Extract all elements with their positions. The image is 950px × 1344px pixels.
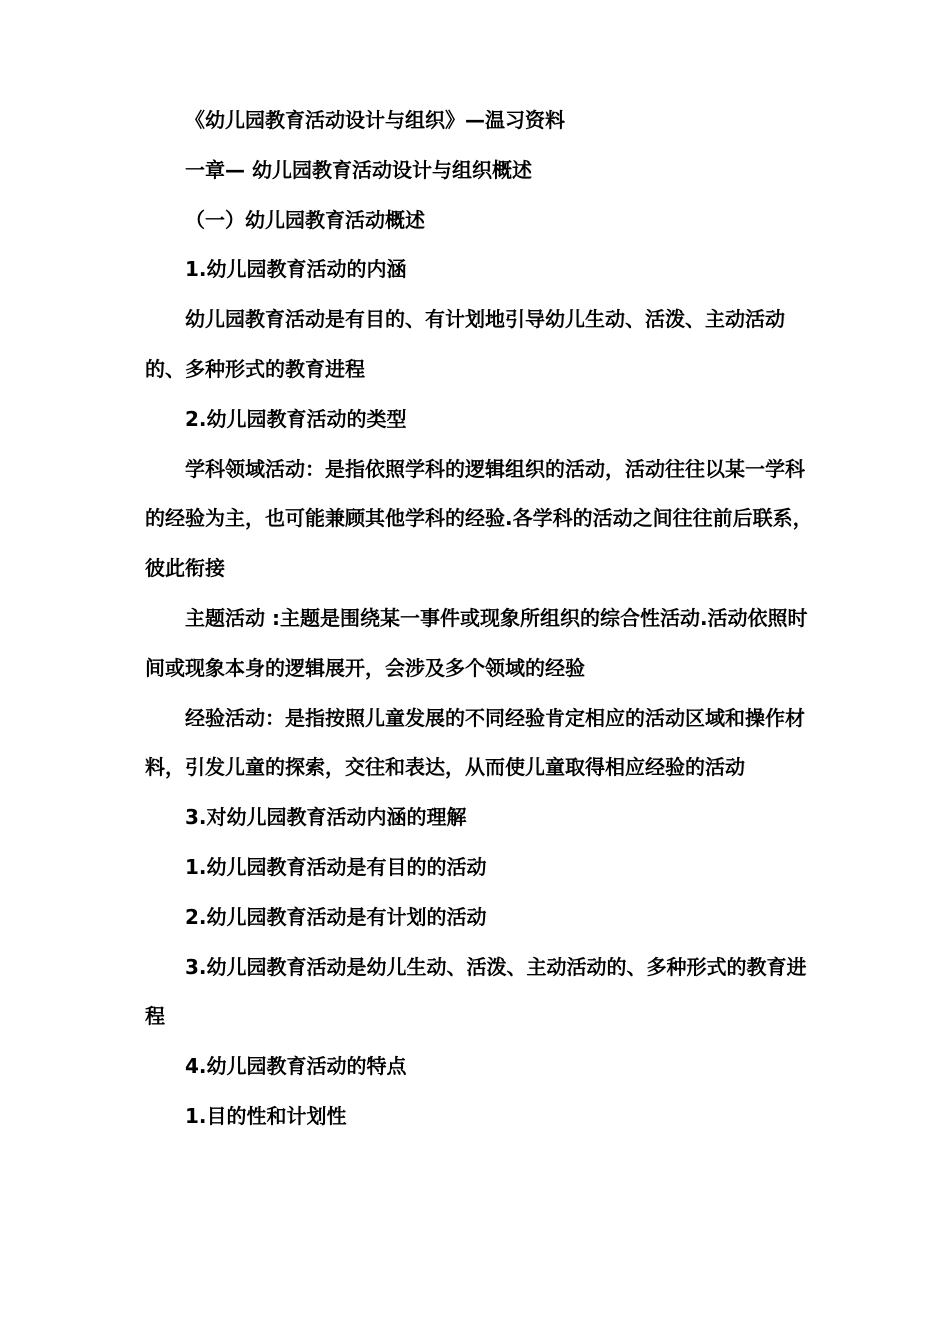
list-item: 1.幼儿园教育活动是有目的的活动 (185, 854, 487, 879)
list-item: 1.目的性和计划性 (185, 1103, 347, 1128)
list-item: 2.幼儿园教育活动是有计划的活动 (185, 904, 487, 929)
section-heading: （一）幼儿园教育活动概述 (185, 207, 425, 232)
paragraph-theme-activity: 主题活动 :主题是围绕某一事件或现象所组织的综合性活动.活动依照时间或现象本身的逻辑展开，会涉及多个领域的经验 (145, 605, 808, 680)
subheading-features: 4.幼儿园教育活动的特点 (185, 1054, 407, 1079)
subheading-connotation: 1.幼儿园教育活动的内涵 (185, 257, 407, 282)
chapter-heading: 一章— 幼儿园教育活动设计与组织概述 (185, 157, 532, 182)
paragraph-connotation: 幼儿园教育活动是有目的、有计划地引导幼儿生动、活泼、主动活动的、多种形式的教育进程 (145, 307, 785, 381)
paragraph-subject-activity: 学科领域活动：是指依照学科的逻辑组织的活动，活动往往以某一学科的经验为主，也可能兼顾其他学科的经验.各学科的活动之间往往前后联系，彼此衔接 (145, 456, 813, 581)
subheading-types: 2.幼儿园教育活动的类型 (185, 406, 407, 431)
list-item: 3.幼儿园教育活动是幼儿生动、活泼、主动活动的、多种形式的教育进程 (145, 954, 807, 1029)
document-title: 《幼儿园教育活动设计与组织》—温习资料 (185, 108, 565, 132)
subheading-understanding: 3.对幼儿园教育活动内涵的理解 (185, 805, 467, 830)
document-body (145, 96, 815, 1142)
paragraph-experience-activity: 经验活动：是指按照儿童发展的不同经验肯定相应的活动区域和操作材料，引发儿童的探索，交往和表达，从而使儿童取得相应经验的活动 (145, 705, 805, 780)
